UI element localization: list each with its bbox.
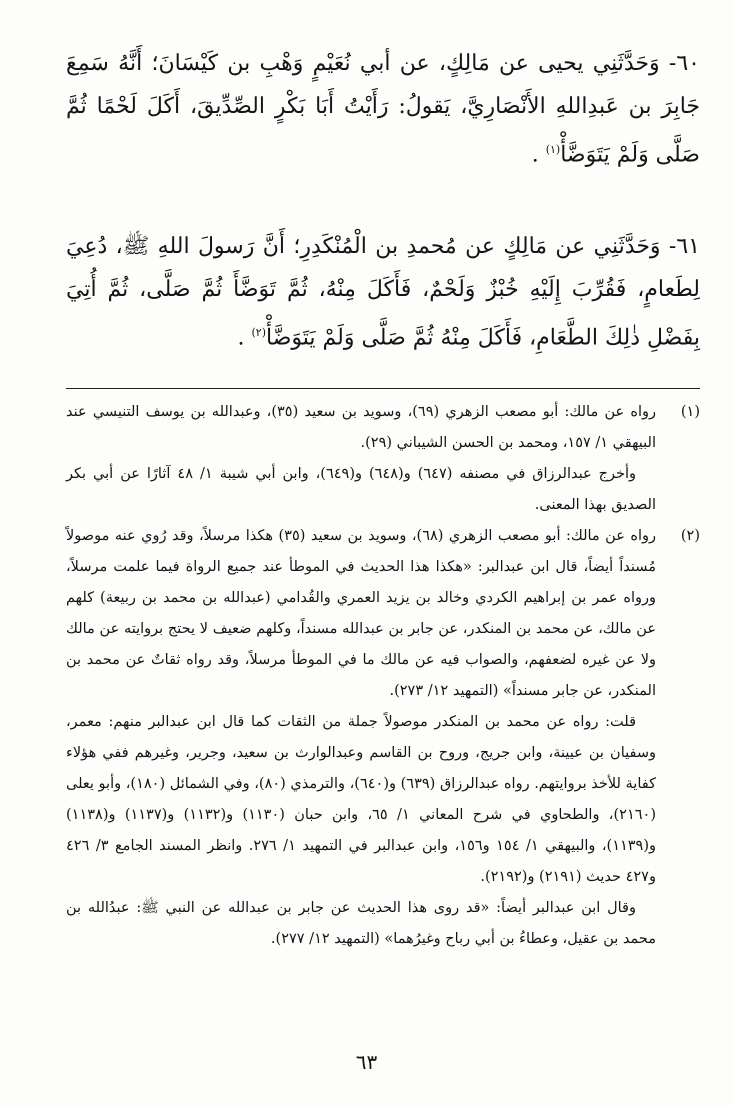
footnote-1 [66,397,700,521]
footnote-2-paragraph-2: قلت: رواه عن محمد بن المنكدر موصولاً جملة من الثقات كما قال ابن عبدالبر منهم: معمر، وسفيان بن عيينة، وابن جريج، وروح بن القاسم وعبدالوارث بن سعيد، وجرير، وغيرهم ففي هؤلاء كفاية للأخذ بروايتهم. رواه عبدالرزاق (٦٣٩) و(٦٤٠)، والترمذي (٨٠)، وفي الشمائل (١٨٠)، وأبو يعلى (٢١٦٠)، والطحاوي في شرح المعاني ١/ ٦٥، وابن حبان (١١٣٠) و(١١٣٢) و(١١٣٧) و(١١٣٨) و(١١٣٩)، والبيهقي ١/ ١٥٤ و١٥٦، وابن عبدالبر في التمهيد ١/ ٢٧٦. وانظر المسند الجامع ٣/ ٤٢٦ و٤٢٧ حديث (٢١٩١) و(٢١٩٢). [66,714,657,885]
footnote-2 [66,521,700,707]
hadith-60-text: ٦٠- وَحَدَّثَنِي يحيى عن مَالِكٍ، عن أبي نُعَيْمٍ وَهْبِ بن كَيْسَانَ؛ أَنَّهُ سَمِعَ جَابِرَ بن عَبدِاللهِ الأَنْصَارِيَّ، يَقولُ: رَأَيْتُ أَبَا بَكْرٍ الصِّدِّيقَ، أَكَلَ لَحْمًا ثُمَّ صَلَّى وَلَمْ يَتَوَضَّأْ [66,51,700,168]
hadith-60: ٦٠- وَحَدَّثَنِي يحيى عن مَالِكٍ، عن أبي نُعَيْمٍ وَهْبِ بن كَيْسَانَ؛ أَنَّهُ سَمِعَ جَابِرَ بن عَبدِاللهِ الأَنْصَارِيَّ، يَقولُ: رَأَيْتُ أَبَا بَكْرٍ الصِّدِّيقَ، أَكَلَ لَحْمًا ثُمَّ صَلَّى وَلَمْ يَتَوَضَّأْ$^{(١)}$ . [66,51,700,168]
footnote-2-paragraph-3: وقال ابن عبدالبر أيضاً: «قد روى هذا الحديث عن جابر بن عبدالله عن النبي ﷺ: عبدُالله بن محمد بن عقيل، وعطاءُ بن أبي رباح وغيرُهما» (التمهيد ١٢/ ٢٧٧). [66,900,656,947]
footnote-1-number: (١) [680,404,700,420]
hadith-61-text: ٦١- وَحَدَّثَنِي عن مَالِكٍ عن مُحمدِ بن الْمُنْكَدِرِ؛ أَنَّ رَسولَ اللهِ ﷺ، دُعِيَ لِطَعامٍ، فَقُرِّبَ إِلَيْهِ خُبْزٌ وَلَحْمٌ، فَأَكَلَ مِنْهُ، ثُمَّ تَوَضَّأَ ثُمَّ صَلَّى، ثُمَّ أُتِيَ بِفَضْلِ ذٰلِكَ الطَّعَامِ، فَأَكَلَ مِنْهُ ثُمَّ صَلَّى وَلَمْ يَتَوَضَّأْ [66,234,700,351]
hadith-61: ٦١- وَحَدَّثَنِي عن مَالِكٍ عن مُحمدِ بن الْمُنْكَدِرِ؛ أَنَّ رَسولَ اللهِ ﷺ، دُعِيَ لِطَعامٍ، فَقُرِّبَ إِلَيْهِ خُبْزٌ وَلَحْمٌ، فَأَكَلَ مِنْهُ، ثُمَّ تَوَضَّأَ ثُمَّ صَلَّى، ثُمَّ أُتِيَ بِفَضْلِ ذٰلِكَ الطَّعَامِ، فَأَكَلَ مِنْهُ ثُمَّ صَلَّى وَلَمْ يَتَوَضَّأْ$^{(٢)}$ . [66,234,700,351]
footnote-2-number: (٢) [680,528,700,544]
footnotes [66,397,700,955]
footnote-1-paragraph-2: وأخرج عبدالرزاق في مصنفه (٦٤٧) و(٦٤٨) و(٦٤٩)، وابن أبي شيبة ١/ ٤٨ آثارًا عن أبي بكر الصديق بهذا المعنى. [66,466,656,513]
footnote-1-paragraph-1: رواه عن مالك: أبو مصعب الزهري (٦٩)، وسويد بن سعيد (٣٥)، وعبدالله بن يوسف التنيسي عند البيهقي ١/ ١٥٧، ومحمد بن الحسن الشيباني (٢٩). [66,404,656,451]
footnote-divider [66,388,700,389]
page-number: ٦٣ [355,1050,378,1074]
book-page [66,42,700,1092]
hadith-61-footnote-ref: (٢) [251,326,266,339]
footnote-2-paragraph-1: رواه عن مالك: أبو مصعب الزهري (٦٨)، وسويد بن سعيد (٣٥) هكذا مرسلاً، وقد رُوي عنه موصولاً مُسنداً أيضاً، قال ابن عبدالبر: «هكذا هذا الحديث في الموطأ عند جميع الرواة فيما علمت مرسلاً، ورواه عمر بن إبراهيم الكردي وخالد بن يزيد العمري والقُدامي (عبدالله بن محمد بن ربيعة) كلهم عن مالك، عن محمد بن المنكدر، عن جابر بن عبدالله مسنداً، وكلهم ضعيف لا يحتج بروايته عن مالك ولا عن غيره لضعفهم، والصواب فيه عن مالك ما في الموطأ مرسلاً، وقد رواه ثقاتٌ عن محمد بن المنكدر، عن جابر مسنداً» (التمهيد ١٢/ ٢٧٣). [66,528,656,699]
hadith-60-footnote-ref: (١) [545,143,561,156]
